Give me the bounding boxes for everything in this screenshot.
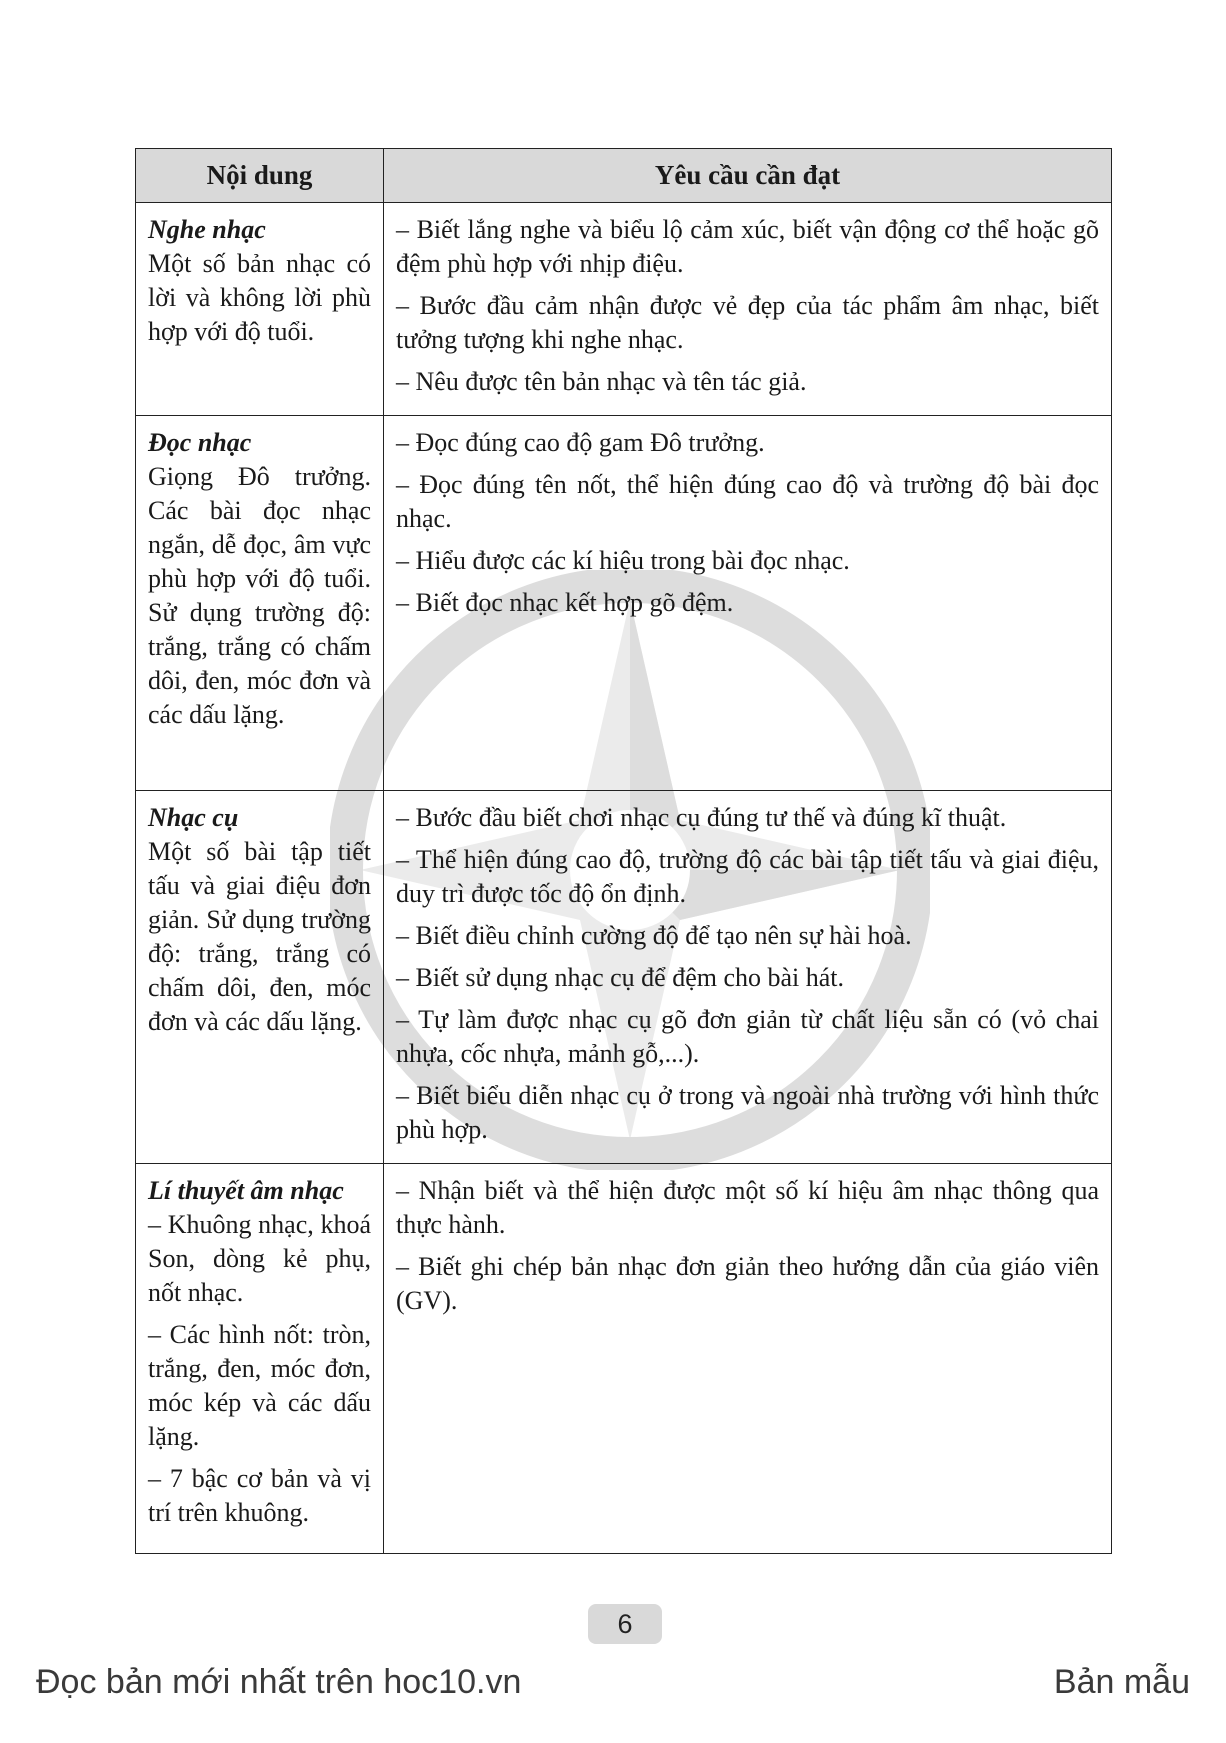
requirement-item: – Nhận biết và thể hiện được một số kí hiệu âm nhạc thông qua thực hành. bbox=[396, 1176, 1099, 1239]
table-header-row bbox=[136, 149, 1112, 203]
topic-description-line: Một số bản nhạc có lời và không lời phù hợp với độ tuổi. bbox=[148, 249, 371, 346]
requirements-cell bbox=[384, 203, 1112, 416]
footer-source-link[interactable]: Đọc bản mới nhất trên hoc10.vn bbox=[36, 1663, 522, 1701]
header-content: Nội dung bbox=[136, 149, 384, 203]
content-cell bbox=[136, 791, 384, 1164]
requirement-item: – Biết biểu diễn nhạc cụ ở trong và ngoài nhà trường với hình thức phù hợp. bbox=[396, 1081, 1099, 1144]
requirement-item: – Biết điều chỉnh cường độ để tạo nên sự hài hoà. bbox=[396, 921, 912, 950]
requirement-item: – Biết lắng nghe và biểu lộ cảm xúc, biết vận động cơ thể hoặc gõ đệm phù hợp với nhịp điệu. bbox=[396, 215, 1099, 278]
topic-description-line: Một số bài tập tiết tấu và giai điệu đơn giản. Sử dụng trường độ: trắng, trắng có chấm dôi, đen, móc đơn và các dấu lặng. bbox=[148, 837, 371, 1036]
topic-description-line: – 7 bậc cơ bản và vị trí trên khuông. bbox=[148, 1464, 371, 1527]
header-requirements: Yêu cầu cần đạt bbox=[384, 149, 1112, 203]
requirement-item: – Hiểu được các kí hiệu trong bài đọc nhạc. bbox=[396, 546, 850, 575]
page-number: 6 bbox=[588, 1604, 662, 1644]
requirement-item: – Bước đầu cảm nhận được vẻ đẹp của tác phẩm âm nhạc, biết tưởng tượng khi nghe nhạc. bbox=[396, 291, 1099, 354]
topic-description bbox=[148, 460, 371, 732]
topic-description bbox=[148, 835, 371, 1039]
requirement-item: – Tự làm được nhạc cụ gõ đơn giản từ chất liệu sẵn có (vỏ chai nhựa, cốc nhựa, mảnh gỗ,...). bbox=[396, 1005, 1099, 1068]
curriculum-table bbox=[135, 148, 1112, 1554]
topic-description-line: – Các hình nốt: tròn, trắng, đen, móc đơn, móc kép và các dấu lặng. bbox=[148, 1320, 371, 1451]
requirement-item: – Đọc đúng cao độ gam Đô trưởng. bbox=[396, 428, 765, 457]
footer-sample-label: Bản mẫu bbox=[1053, 1663, 1190, 1701]
content-cell bbox=[136, 1164, 384, 1554]
requirement-item: – Đọc đúng tên nốt, thể hiện đúng cao độ và trường độ bài đọc nhạc. bbox=[396, 470, 1099, 533]
requirement-item: – Nêu được tên bản nhạc và tên tác giả. bbox=[396, 367, 807, 396]
table-row-nhac-cu bbox=[136, 791, 1112, 1164]
topic-title: Nhạc cụ bbox=[148, 803, 239, 832]
table-row-doc-nhac bbox=[136, 416, 1112, 791]
topic-title: Nghe nhạc bbox=[148, 215, 266, 244]
requirements-cell bbox=[384, 416, 1112, 791]
requirement-item: – Thể hiện đúng cao độ, trường độ các bài tập tiết tấu và giai điệu, duy trì được tốc độ ổn định. bbox=[396, 845, 1099, 908]
topic-description-line: – Khuông nhạc, khoá Son, dòng kẻ phụ, nốt nhạc. bbox=[148, 1210, 371, 1307]
requirement-item: – Bước đầu biết chơi nhạc cụ đúng tư thế và đúng kĩ thuật. bbox=[396, 803, 1007, 832]
topic-title: Đọc nhạc bbox=[148, 428, 252, 457]
topic-description-line: Giọng Đô trưởng. Các bài đọc nhạc ngắn, dễ đọc, âm vực phù hợp với độ tuổi. Sử dụng trường độ: trắng, trắng có chấm dôi, đen, móc đơn và các dấu lặng. bbox=[148, 462, 371, 729]
requirement-item: – Biết đọc nhạc kết hợp gõ đệm. bbox=[396, 588, 734, 617]
topic-description bbox=[148, 247, 371, 349]
content-cell bbox=[136, 203, 384, 416]
table-row-li-thuyet bbox=[136, 1164, 1112, 1554]
table-row-nghe-nhac bbox=[136, 203, 1112, 416]
topic-title: Lí thuyết âm nhạc bbox=[148, 1176, 344, 1205]
requirement-item: – Biết ghi chép bản nhạc đơn giản theo hướng dẫn của giáo viên (GV). bbox=[396, 1252, 1099, 1315]
topic-description bbox=[148, 1208, 371, 1530]
requirements-cell bbox=[384, 791, 1112, 1164]
content-cell bbox=[136, 416, 384, 791]
requirements-cell bbox=[384, 1164, 1112, 1554]
requirement-item: – Biết sử dụng nhạc cụ để đệm cho bài hát. bbox=[396, 963, 845, 992]
